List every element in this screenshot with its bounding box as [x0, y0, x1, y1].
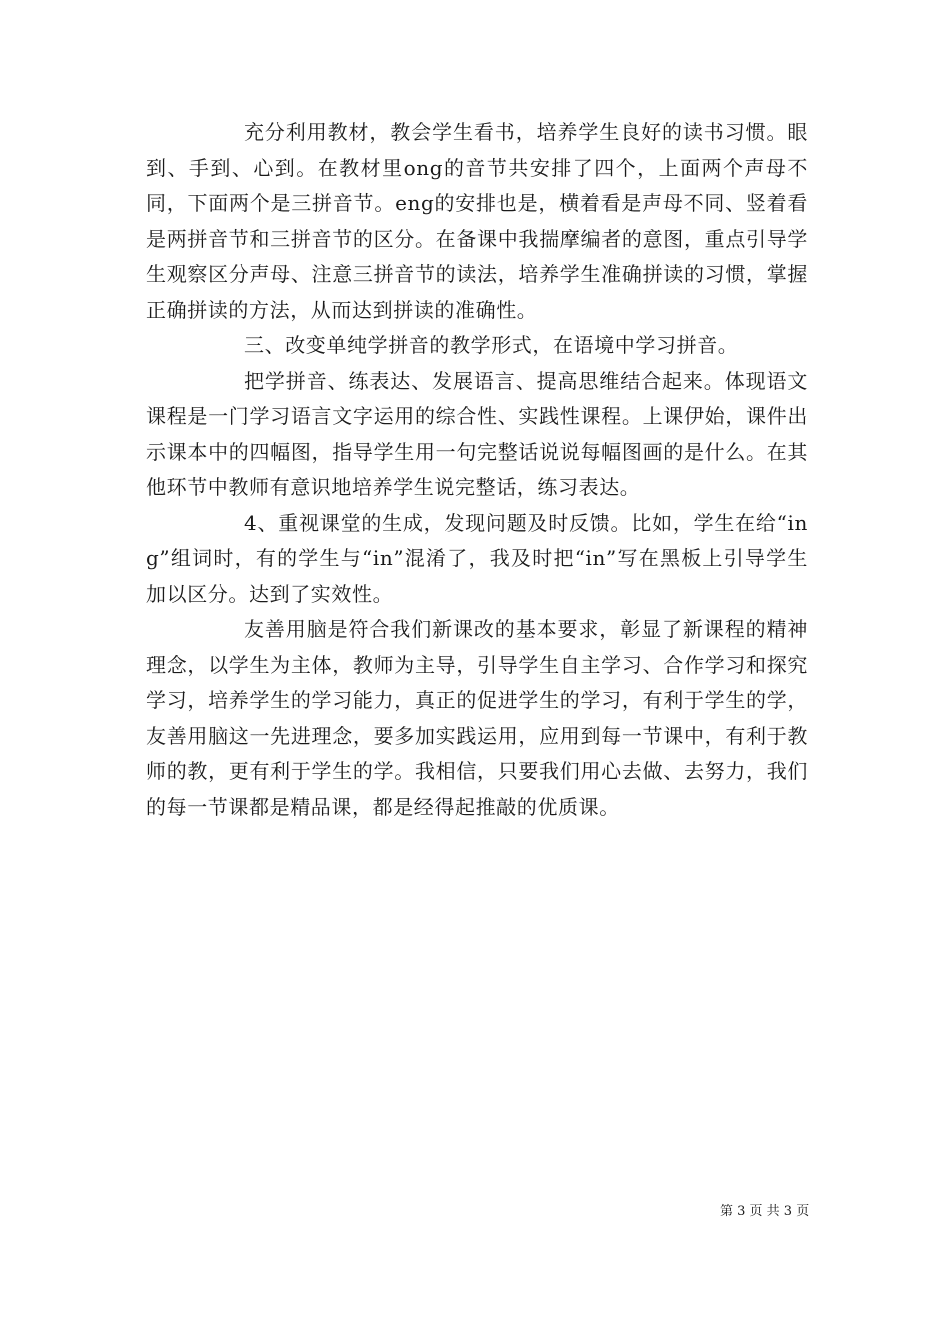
paragraph-conclusion: 友善用脑是符合我们新课改的基本要求，彰显了新课程的精神理念，以学生为主体，教师为主导，引导学生自主学习、合作学习和探究学习，培养学生的学习能力，真正的促进学生的学习，有利于学生的学，友善用脑这一先进理念，要多加实践运用，应用到每一节课中，有利于教师的教，更有利于学生的学。我相信，只要我们用心去做、去努力，我们的每一节课都是精品课，都是经得起推敲的优质课。 — [146, 617, 808, 819]
page-number-footer: 第 3 页 共 3 页 — [720, 1204, 810, 1219]
paragraph-language-expression: 把学拼音、练表达、发展语言、提高思维结合起来。体现语文课程是一门学习语言文字运用的综合性、实践性课程。上课伊始，课件出示课本中的四幅图，指导学生用一句完整话说说每幅图画的是什么。在其他环节中教师有意识地培养学生说完整话，练习表达。 — [146, 368, 808, 499]
paragraph-classroom-feedback: 4、重视课堂的生成，发现问题及时反馈。比如，学生在给“ing”组词时，有的学生与“in”混淆了，我及时把“in”写在黑板上引导学生加以区分。达到了实效性。 — [146, 510, 808, 606]
paragraph-textbook-use: 充分利用教材，教会学生看书，培养学生良好的读书习惯。眼到、手到、心到。在教材里ong的音节共安排了四个，上面两个声母不同，下面两个是三拼音节。eng的安排也是，横着看是声母不同、竖着看是两拼音节和三拼音节的区分。在备课中我揣摩编者的意图，重点引导学生观察区分声母、注意三拼音节的读法，培养学生准确拼读的习惯，掌握正确拼读的方法，从而达到拼读的准确性。 — [146, 120, 808, 322]
document-body — [146, 115, 808, 825]
section-heading-context-learning: 三、改变单纯学拼音的教学形式，在语境中学习拼音。 — [244, 333, 739, 357]
